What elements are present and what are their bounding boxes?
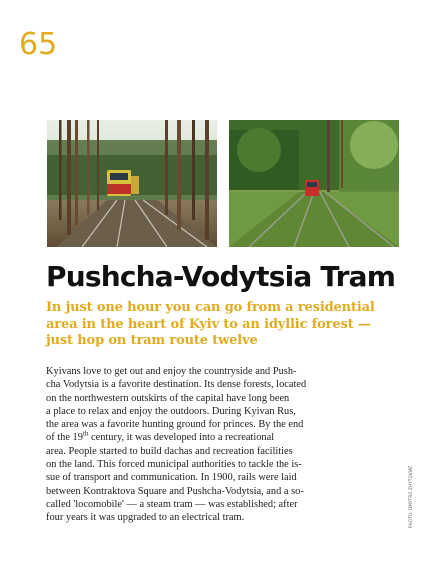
body-line: between Kontraktova Square and Pushcha-Vodytsia, and a so- <box>46 485 304 497</box>
photo-tram-on-green-track <box>229 120 399 247</box>
article-subtitle <box>46 300 392 350</box>
body-line: on the land. This forced municipal authorities to tackle the is- <box>46 459 302 471</box>
body-line: a place to relax and enjoy the outdoors. During Kyivan Rus, <box>46 405 296 417</box>
body-line: sue of transport and communication. In 1900, rails were laid <box>46 472 297 484</box>
body-line: Kyivans love to get out and enjoy the countryside and Push- <box>46 366 297 377</box>
subtitle-line: area in the heart of Kyiv to an idyllic forest — <box>46 316 371 332</box>
body-line: area. People started to build dachas and recreation facilities <box>46 445 293 457</box>
article-body <box>46 365 386 525</box>
article-title: Pushcha-Vodytsia Tram <box>46 260 396 293</box>
body-line: the area was a favorite hunting ground for princes. By the end <box>46 419 304 431</box>
body-line: on the northwestern outskirts of the capital have long been <box>46 392 290 404</box>
ordinal-suffix: th <box>82 430 89 439</box>
body-line: cha Vodytsia is a favorite destination. Its dense forests, located <box>46 379 307 391</box>
body-line: four years it was upgraded to an electrical tram. <box>46 512 245 524</box>
body-line: called 'locomobile' — a steam tram — was established; after <box>46 498 298 510</box>
photo-tram-in-pine-forest <box>47 120 217 247</box>
subtitle-line: just hop on tram route twelve <box>46 333 258 348</box>
photo-credit: PHOTO: DMYTRO ZHYTOVIAT <box>408 465 413 528</box>
body-line: of the 19th century, it was developed into a recreational <box>46 430 275 444</box>
subtitle-line: In just one hour you can go from a residential <box>46 300 375 315</box>
page-number: 65 <box>19 27 58 62</box>
